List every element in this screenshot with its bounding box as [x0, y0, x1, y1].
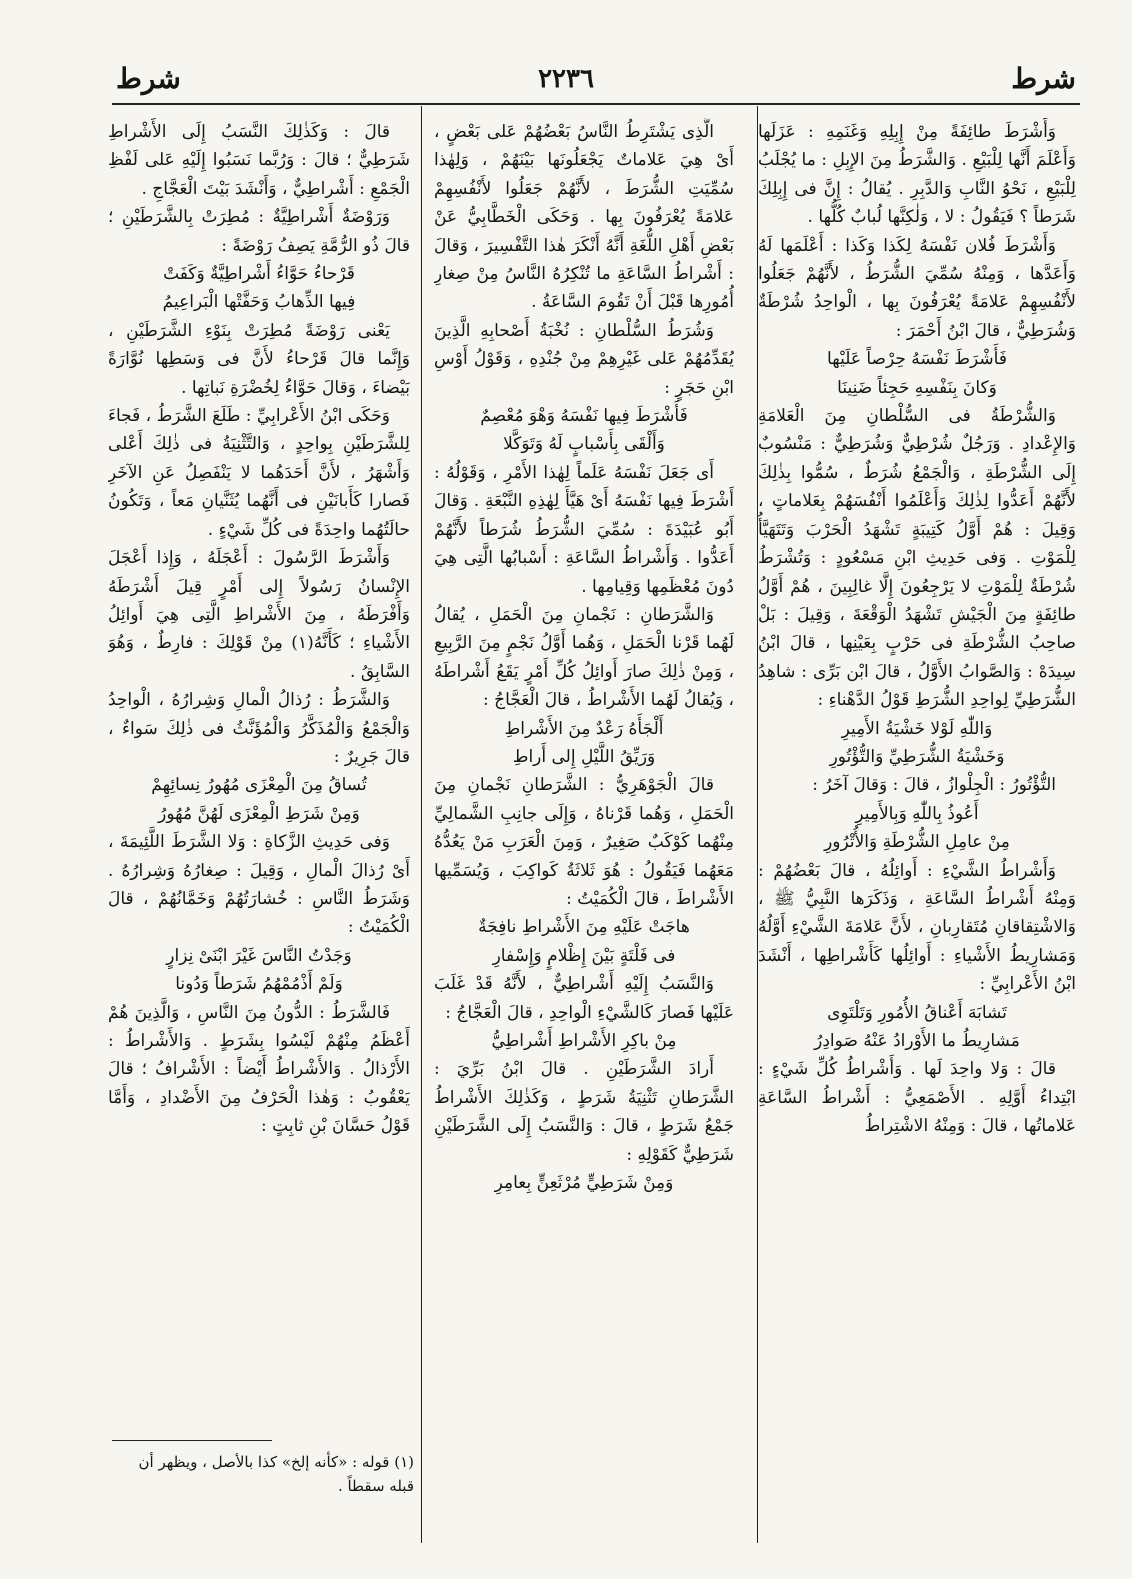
verse-line: تُساقُ مِنَ الْمِعْزَى مُهُورُ نِسائِهِمْ [151, 775, 367, 796]
verse-line: هاجَتْ عَلَيْهِ مِنَ الأَشْراطِ نافِجَةٌ [478, 917, 690, 938]
entry-paragraph: وَالشَّرَطُ : رُذالُ الْمالِ وَشِرارُهُ ، الْواحِدُ وَالْجَمْعُ وَالْمُذَكَّرُ وَالْمُؤَنَّثُ فى ذٰلِكَ سَواءٌ ، قالَ جَرِيرٌ : [108, 690, 410, 767]
entry-paragraph: أَرادَ الشَّرَطَيْنِ . قالَ ابْنُ بَرِّيَ : الشَّرَطانِ تَثْنِيَةُ شَرَطٍ ، وَكَذٰلِكَ الأَشْراطُ جَمْعُ شَرَطٍ ، قالَ : وَالنَّسَبُ إِلَى الشَّرَطَيْنِ شَرَطِيٌّ كَقَوْلِهِ : [434, 1059, 734, 1165]
footnote: (١) قوله : «كأنه إلخ» كذا بالأصل ، ويظهر أن قبله سقطاً . [138, 1453, 414, 1495]
entry-paragraph: وَأَشْرَطَ الرَّسُولَ : أَعْجَلَهُ ، وَإِذا أَعْجَلَ الإِنْسانُ رَسُولاً إِلى أَمْرٍ قِيلَ أَشْرَطَهُ وَأَفْرَطَهُ ، مِنَ الأَشْراطِ الَّتِى هِيَ أَوائِلُ الأَشْياءِ ؛ كَأَنَّهُ(١) مِنْ قَوْلِكَ : فارِطٌ ، وَهُوَ السَّابِقُ . [108, 548, 410, 682]
header-left-keyword: شرط [116, 62, 181, 95]
verse-line: مَشارِيطُ ما الأَوْرادُ عَنْهُ صَوادِرُ [814, 1031, 1020, 1051]
column-right [758, 118, 1076, 1548]
entry-paragraph: فَالشَّرَطُ : الدُّونُ مِنَ النَّاسِ ، وَالَّذِينَ هُمْ أَعْظَمُ مِنْهُمْ لَيْسُوا بِشَرَطٍ . وَالأَشْراطُ : الأَرْذالُ . وَالأَشْراطُ أَيْضاً : الأَشْرافُ ؛ قالَ يَعْقُوبُ : وَهٰذا الْحَرْفُ مِنَ الأَضْدادِ ، وَأَمَّا قَوْلُ حَسَّانَ بْنِ ثابِتٍ : [108, 1002, 410, 1137]
verse-line: فى فَلْتَةٍ بَيْنَ إِظْلامٍ وَإِسْفارِ [492, 945, 676, 966]
verse-line: فَأَشْرَطَ فِيها نَفْسَهُ وَهْوَ مُعْصِمٌ [480, 406, 688, 427]
entry-paragraph: وَالشُّرْطَةُ فى السُّلْطانِ مِنَ الْعَلامَةِ وَالإِعْدادِ . وَرَجُلٌ شُرْطِيٌّ وَشُرَطِيٌّ : مَنْسُوبٌ إِلَى الشُّرْطَةِ ، وَالْجَمْعُ شُرَطٌ ، سُمُّوا بِذٰلِكَ لأَنَّهُمْ أَعَدُّوا لِذٰلِكَ وَأَعْلَمُوا أَنْفُسَهُمْ بِعَلاماتٍ ، وَقِيلَ : هُمْ أَوَّلُ كَتِيبَةٍ تَشْهَدُ الْحَرْبَ وَتَتَهَيَّأُ لِلْمَوْتِ . وَفى حَدِيثِ ابْنِ مَسْعُودٍ : وَتُشْرَطُ شُرْطَةٌ لِلْمَوْتِ لا يَرْجِعُونَ إِلَّا غالِبِينَ ، هُمْ أَوَّلُ طائِفَةٍ مِنَ الْجَيْشِ تَشْهَدُ الْوَقْعَةَ ، وَقِيلَ : بَلْ صاحِبُ الشُّرْطَةِ فى حَرْبٍ بِعَيْنِها ، قالَ ابْنُ سِيدَهْ : وَالصَّوابُ الأَوَّلُ ، قالَ ابْن بَرِّى : شاهِدُ الشُّرَطِيِّ لِواحِدِ الشُّرَطِ قَوْلُ الدَّهْناءِ : [758, 406, 1076, 711]
verse-line: وَجَدْتُ النَّاسَ غَيْرَ ابْنَىْ نِزارٍ [166, 945, 352, 966]
entry-paragraph: وَأَشْرَطَ طائِفَةً مِنْ إِبِلِهِ وَغَنَمِهِ : عَزَلَها وَأَعْلَمَ أَنَّها لِلْبَيْعِ . وَالشَّرَطُ مِنَ الإِبِلِ : ما يُجْلَبُ لِلْبَيْعِ ، نَحْوُ النَّابِ وَالدَّبِرِ . يُقالُ : إِنَّ فى إِبِلِكَ شَرَطاً ؟ فَيَقُولُ : لا ، وَلٰكِنَّها لُبابٌ كُلُّها . [758, 122, 1076, 228]
verse-line: وَرَيِّقُ اللَّيْلِ إِلى أَراطِ [512, 746, 656, 767]
verse-line: مِنْ باكِرِ الأَشْراطِ أَشْراطِيُّ [491, 1031, 677, 1051]
header-rule [112, 103, 1080, 105]
entry-paragraph: قالَ : وَكَذٰلِكَ النَّسَبُ إِلَى الأَشْراطِ شَرَطِيٌّ ؛ قالَ : وَرُبَّما نَسَبُوا إِلَيْهِ عَلى لَفْظِ الْجَمْعِ : أَشْراطِيٌّ ، وَأَنْشَدَ بَيْتَ الْعَجَّاجِ . [108, 122, 410, 199]
entry-paragraph: وَالشَّرَطانِ : نَجْمانِ مِنَ الْحَمَلِ ، يُقالُ لَهُما قَرْنا الْحَمَلِ ، وَهُما أَوَّلُ نَجْمٍ مِنَ الرَّبِيعِ ، وَمِنْ ذٰلِكَ صارَ أَوائِلُ كُلِّ أَمْرٍ يَقَعُ أَشْراطَهُ ، وَيُقالُ لَهُما الأَشْراطُ ، قالَ الْعَجَّاجُ : [434, 604, 734, 711]
entry-paragraph: وَشُرَطُ السُّلْطانِ : نُخْبَةُ أَصْحابِهِ الَّذِينَ يُقَدِّمُهُمْ عَلى غَيْرِهِمْ مِنْ جُنْدِهِ ، وَقَوْلُ أَوْسِ ابْنِ حَجَرٍ : [434, 320, 734, 398]
entry-paragraph: وَأَشْرَطَ فُلان نَفْسَهُ لِكَذا وَكَذا : أَعْلَمَها لَهُ وَأَعَدَّها ، وَمِنْهُ سُمِّيَ الشُّرَطُ ، لأَنَّهُمْ جَعَلُوا لأَنْفُسِهِمْ عَلامَةً يُعْرَفُونَ بِها ، الْواحِدُ شُرْطَةٌ وَشُرَطِيٌّ ، قالَ ابْنُ أَحْمَرَ : [758, 235, 1076, 341]
verse-line: وَاللّٰهِ لَوْلا خَشْيَةُ الأَمِيرِ [841, 718, 993, 739]
column-middle [434, 118, 734, 1548]
entry-paragraph: قالَ : وَلا واحِدَ لَها . وَأَشْراطُ كُلِّ شَيْءٍ : ابْتِداءُ أَوَّلِهِ . الأَصْمَعِيُّ : أَشْراطُ السَّاعَةِ عَلاماتُها ، قالَ : وَمِنْهُ الاشْتِراطُ [758, 1059, 1076, 1137]
entry-paragraph: يَعْنى رَوْضَةً مُطِرَتْ بِنَوْءِ الشَّرَطَيْنِ ، وَإِنَّما قالَ قَرْحاءُ لأَنَّ فى وَسَطِها نُوَّارَةً بَيْضاءَ ، وَقالَ حَوَّاءُ لِخُضْرَةِ نَباتِها . [108, 320, 410, 398]
entry-paragraph: وَالنَّسَبُ إِلَيْهِ أَشْراطِيٌّ ، لأَنَّهُ قَدْ غَلَبَ عَلَيْها فَصارَ كَالشَّيْءِ الْواحِدِ ، قالَ الْعَجَّاجُ : [434, 974, 734, 1023]
verse-line: وَلَمْ أَذْمُمْهُمُ شَرَطاً وَدُونا [175, 974, 343, 995]
entry-paragraph: التُّؤْتُورُ : الْجِلْوازُ ، قالَ : وَقالَ آخَرُ : [812, 775, 1056, 796]
entry-paragraph: وَفى حَدِيثِ الزَّكاةِ : وَلا الشَّرَطَ اللَّئِيمَةَ ، أَىْ رُذالَ الْمالِ ، وَقِيلَ : صِغارُهُ وَشِرارُهُ . وَشَرَطُ النَّاسِ : خُشارَتُهُمْ وَخَمَّانُهُمْ ، قالَ الْكُمَيْتُ : [108, 832, 410, 938]
footnote-rule [112, 1440, 272, 1441]
verse-line: وَكانَ بِنَفْسِهِ حَجِئاً ضَنِينَا [837, 377, 997, 398]
header-right-keyword: شرط [1011, 62, 1076, 95]
page-number: ٢٢٣٦ [538, 64, 594, 94]
entry-paragraph: الَّذِى يَشْتَرِطُ النَّاسُ بَعْضُهُمْ عَلى بَعْضٍ ، أَىْ هِيَ عَلاماتٌ يَجْعَلُونَها بَيْنَهُمْ ، وَلِهٰذا سُمِّيَتِ الشُّرَطَ ، لأَنَّهُمْ جَعَلُوا لأَنْفُسِهِمْ عَلامَةً يُعْرَفُونَ بِها . وَحَكَى الْخَطَّابِيُّ عَنْ بَعْضِ أَهْلِ اللُّغَةِ أَنَّهُ أَنْكَرَ هٰذا التَّفْسِيرَ ، وَقالَ : أَشْراطُ السَّاعَةِ ما تُنْكِرُهُ النَّاسُ مِنْ صِغارِ أُمُورِها قَبْلَ أَنْ تَقُومَ السَّاعَةُ . [434, 122, 734, 313]
column-divider-left [421, 106, 422, 1543]
verse-line: تَشابَهَ أَعْناقُ الأُمُورِ وَتَلْتَوِى [827, 1002, 1007, 1023]
entry-paragraph: وَرَوْضَةٌ أَشْراطِيَّةٌ : مُطِرَتْ بِالشَّرَطَيْنِ ؛ قالَ ذُو الرُّمَّةِ يَصِفُ رَوْضَةً : [108, 207, 410, 256]
verse-line: وَمِنْ شَرَطِ الْمِعْزَى لَهُنَّ مُهُورُ [158, 803, 360, 824]
column-left [108, 118, 410, 1428]
verse-line: فِيها الذِّهابُ وَحَفَّتْها الْبَراعِيمُ [162, 292, 356, 313]
verse-line: مِنْ عامِلِ الشُّرْطَةِ وَالأُتْرُورِ [824, 832, 1010, 853]
verse-line: أَلْجَأَهُ رَعْدٌ مِنَ الأَشْراطِ [504, 718, 664, 739]
entry-paragraph: وَحَكَى ابْنُ الأَعْرابِيِّ : طَلَعَ الشَّرَطُ ، فَجاءَ لِلشَّرَطَيْنِ بِواحِدٍ ، وَالتَّثْنِيَةُ فى ذٰلِكَ أَعْلى وَأَشْهَرُ ، لأَنَّ أَحَدَهُما لا يَنْفَصِلُ عَنِ الآخَرِ فَصارا كَأَبانَيْنِ فى أَنَّهُما يُثَنَّيانِ مَعاً ، وَتَكُونُ حالَتُهُما واحِدَةً فى كُلِّ شَيْءٍ . [108, 406, 410, 540]
verse-line: أَعُوذُ بِاللّٰهِ وَبِالأَمِيرِ [855, 803, 979, 824]
verse-line: قَرْحاءُ حَوَّاءُ أَشْراطِيَّةٌ وَكَفَتْ [163, 264, 355, 285]
verse-line: وَأَلْقَى بِأَسْبابٍ لَهُ وَتَوَكَّلا [503, 434, 665, 455]
verse-line: وَخَشْيَةُ الشُّرَطِيِّ وَالتُّؤْتُورِ [829, 746, 1005, 767]
entry-paragraph: قالَ الْجَوْهَرِيُّ : الشَّرَطانِ نَجْمانِ مِنَ الْحَمَلِ ، وَهُما قَرْناهُ ، وَإِلَى جانِبِ الشَّمالِيِّ مِنْهُما كَوْكَبٌ صَغِيرٌ ، وَمِنَ الْعَرَبِ مَنْ يَعُدُّهُ مَعَهُما فَيَقُولُ : هُوَ ثَلاثَةُ كَواكِبَ ، وَيُسَمِّيها الأَشْراطَ ، قالَ الْكُمَيْتُ : [434, 775, 734, 909]
entry-paragraph: وَأَشْراطُ الشَّيْءِ : أَوائِلُهُ ، قالَ بَعْضُهُمْ : وَمِنْهُ أَشْراطُ السَّاعَةِ ، وَذَكَرَها النَّبِيُّ ﷺ ، وَالاشْتِقاقانِ مُتَقارِبانِ ، لأَنَّ عَلامَةَ الشَّيْءِ أَوَّلُهُ وَمَشارِيطُ الأَشْياءِ : أَوائِلُها كَأَشْراطِها ، أَنْشَدَ ابْنُ الأَعْرابِيِّ : [758, 860, 1076, 995]
entry-paragraph: أَى جَعَلَ نَفْسَهُ عَلَماً لِهٰذا الأَمْرِ ، وَقَوْلُهُ : أَشْرَطَ فِيها نَفْسَهُ أَىْ هَيَّأَ لِهٰذِهِ النَّبْعَةِ . وَقالَ أَبُو عُبَيْدَةَ : سُمِّيَ الشُّرَطُ شُرَطاً لأَنَّهُمْ أَعَدُّوا . وَأَشْراطُ السَّاعَةِ : أَسْبابُها الَّتِى هِيَ دُونَ مُعْظَمِها وَقِيامِها . [434, 462, 734, 597]
verse-line: وَمِنْ شَرَطِيٍّ مُرْثَعِنٍّ بِعامِرِ [494, 1173, 674, 1194]
verse-line: فَأَشْرَطَ نَفْسَهُ حِرْصاً عَلَيْها [827, 349, 1007, 370]
